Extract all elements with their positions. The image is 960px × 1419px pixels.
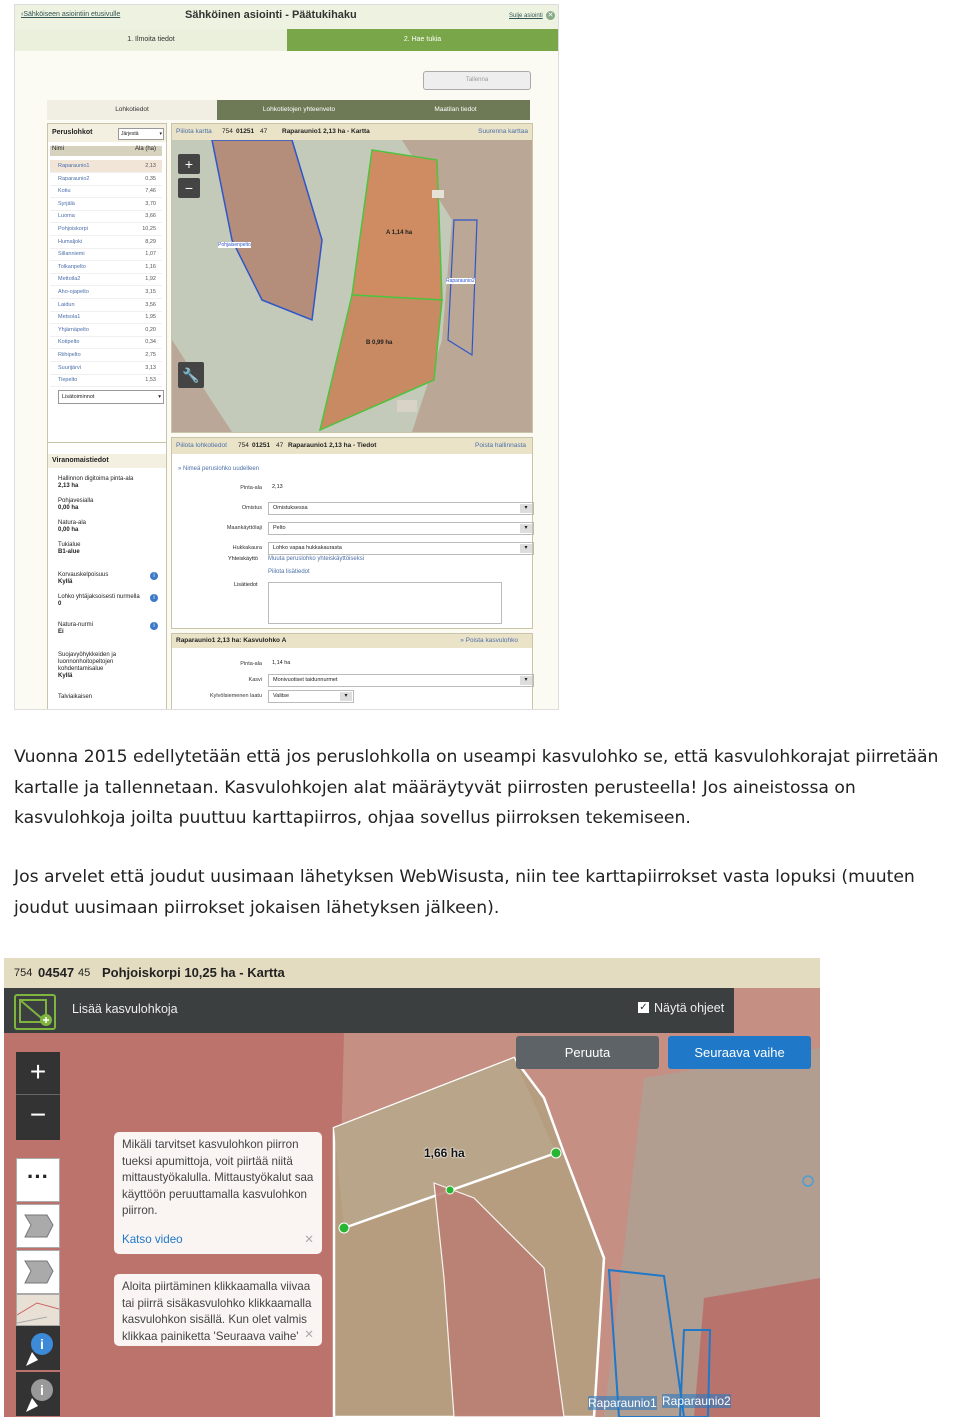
app-header: [15, 5, 558, 29]
parcel-code-suffix: 47: [276, 442, 284, 449]
kasvulohko-field: [172, 658, 532, 672]
step-2[interactable]: 2. Hae tukia: [287, 29, 558, 51]
field-value: [268, 658, 312, 669]
parcel-row[interactable]: [50, 349, 162, 362]
info-field: [172, 482, 532, 496]
help-tooltip-draw: [114, 1274, 322, 1346]
parcel-name: Luoma: [58, 213, 75, 220]
rename-link[interactable]: » Nimeä peruslohko uudelleen: [178, 466, 260, 472]
zoom-in-button[interactable]: +: [178, 154, 200, 174]
col-area: Ala (ha): [134, 146, 156, 152]
tooltip-text: Aloita piirtäminen klikkaamalla viivaa tai piirrä sisäkasvulohko klikkaamalla kasvulohkon sisällä. Kun olet valmis klikkaa painiketta 'Seuraava vaihe': [122, 1280, 312, 1343]
authority-label: Pohjavesialla: [58, 498, 94, 504]
chevron-down-icon: ▾: [158, 394, 161, 400]
tab-yhteenveto[interactable]: Lohkotietojen yhteenveto: [262, 106, 336, 113]
parcel-area: 0,20: [145, 326, 156, 333]
area-label-b: B 0,99 ha: [366, 340, 393, 346]
info-icon[interactable]: i: [150, 572, 158, 580]
parcel-row[interactable]: [50, 198, 162, 211]
hide-info-link[interactable]: Piilota lohkotiedot: [176, 442, 227, 449]
sort-select[interactable]: [118, 128, 164, 140]
vertex-handle[interactable]: [551, 1148, 561, 1158]
chevron-down-icon: ▾: [520, 524, 532, 533]
field-label: Kylvölsiemenen laatu: [210, 693, 262, 699]
parcel-area: 3,13: [145, 364, 156, 371]
close-icon[interactable]: ✕: [304, 1233, 314, 1246]
authority-label: Korvauskelpoisuus: [58, 572, 109, 578]
map-label: Raparaunio2: [446, 278, 475, 284]
parcel-row[interactable]: [50, 336, 162, 349]
parcel-code-main: 04547: [38, 965, 75, 980]
chevron-down-icon: ▾: [159, 131, 162, 137]
authority-value: Ei: [58, 629, 64, 635]
close-icon[interactable]: ✕: [547, 12, 554, 19]
field-value-text: 1,14 ha: [272, 660, 291, 666]
parcel-code-suffix: 47: [260, 128, 268, 135]
zoom-in-button[interactable]: +: [16, 1052, 60, 1095]
parcel-name: Pohjoiskorpi: [58, 226, 88, 232]
field-value[interactable]: [268, 542, 534, 555]
parcel-code-prefix: 754: [14, 967, 33, 979]
field-value-text: 2,13: [272, 484, 283, 490]
field-value-text: Monivuotiset taidunnurmet: [273, 677, 338, 683]
field-label: Pinta-ala: [240, 661, 262, 667]
field-label: Omistus: [241, 505, 262, 511]
parcel-label: Raparaunio1: [588, 1396, 657, 1410]
parcel-name: Tolkanpelto: [58, 263, 86, 270]
parcel-area: 10,25: [142, 226, 156, 232]
info-title: Raparaunio1 2,13 ha - Tiedot: [288, 442, 377, 449]
authority-value: Kyllä: [58, 673, 73, 679]
parcel-row[interactable]: [50, 236, 162, 249]
parcel-name: Suurijärvi: [58, 364, 81, 371]
paragraph-1: Vuonna 2015 edellytetään että jos peruslohkolla on useampi kasvulohko se, että kasvulohkorajat piirretään kartalle ja tallennetaan. Kasvulohkojen alat määräytyvät piirrosten perusteella! Jos aineistossa on kasvulohkoja joilta puuttuu karttapiirros, ohjaa sovellus piirroksen tekemiseen.: [14, 747, 939, 828]
map-label: Pohjaisenpelto: [218, 242, 251, 248]
add-kasvulohko-icon[interactable]: [14, 994, 56, 1030]
field-label: Kasvi: [248, 677, 262, 683]
field-value: [268, 482, 312, 493]
authority-item: [58, 694, 150, 701]
parcel-name: Kotiu: [58, 188, 71, 195]
info-icon[interactable]: i: [150, 594, 158, 602]
authority-item: [58, 498, 150, 512]
watch-video-link[interactable]: Katso video: [122, 1233, 183, 1246]
authority-label: Natura-ala: [58, 520, 87, 526]
close-icon[interactable]: ✕: [304, 1328, 314, 1341]
field-value-text: Pelto: [273, 525, 286, 531]
show-help-label[interactable]: Näytä ohjeet: [654, 1001, 725, 1015]
area-label-a: A 1,14 ha: [386, 230, 413, 236]
authority-value: B1-alue: [58, 549, 80, 555]
field-value-text: Valitse: [273, 693, 290, 699]
info-icon[interactable]: i: [150, 622, 158, 630]
tab-lohkotiedot[interactable]: Lohkotiedot: [47, 100, 217, 120]
chevron-down-icon: ▾: [520, 504, 532, 513]
parcel-area: 3,56: [145, 301, 156, 308]
info-header: [172, 438, 532, 454]
authority-value: 0: [58, 601, 62, 607]
authority-value: 2,13 ha: [58, 483, 79, 489]
authority-item: [58, 542, 150, 556]
area-label: 1,66 ha: [424, 1146, 465, 1160]
wizard-steps: [15, 29, 558, 51]
info-field: [172, 522, 532, 536]
parcel-area: 7,46: [145, 188, 156, 195]
info-tool-icon[interactable]: [16, 1372, 60, 1416]
parcel-row[interactable]: [50, 248, 162, 261]
tab-bar: [47, 100, 530, 120]
show-help-checkbox[interactable]: ✓: [639, 1002, 648, 1013]
authority-item: [58, 652, 150, 680]
parcel-info-panel: [171, 437, 533, 629]
kasvulohko-panel: [171, 633, 533, 710]
parcel-code-suffix: 45: [78, 967, 91, 979]
screenshot-draw-kasvulohko: [4, 958, 820, 1417]
field-value[interactable]: [268, 690, 354, 703]
parcel-area: 3,15: [145, 289, 156, 295]
parcel-code-prefix: 754: [222, 128, 233, 135]
parcel-row[interactable]: [50, 286, 162, 299]
parcel-area: 3,70: [145, 200, 156, 207]
basemap-thumbnail[interactable]: [16, 1294, 60, 1326]
parcel-name: Mettoila2: [58, 276, 81, 283]
kasvulohko-field: [172, 674, 532, 688]
parcel-row[interactable]: [50, 160, 162, 173]
draw-toolbar: [4, 988, 734, 1033]
field-value[interactable]: [268, 522, 534, 535]
logout-link[interactable]: Sulje asiointi: [509, 13, 543, 19]
map-canvas[interactable]: [172, 140, 532, 432]
authority-item: [58, 476, 150, 490]
vertex-handle[interactable]: [446, 1186, 454, 1194]
info-field: [172, 502, 532, 516]
parcel-area: 2,13: [145, 163, 156, 169]
kasvulohko-field: [172, 690, 532, 704]
authority-item: [58, 594, 150, 608]
chevron-down-icon: ▾: [340, 692, 352, 701]
authority-value: 0,00 ha: [58, 527, 79, 533]
parcel-list-panel: [47, 123, 167, 710]
svg-text:i: i: [40, 1382, 44, 1398]
more-tools-button[interactable]: ···: [16, 1158, 60, 1202]
parcel-label: Raparaunio2: [662, 1394, 731, 1408]
parcel-row[interactable]: [50, 273, 162, 286]
svg-text:i: i: [40, 1336, 44, 1352]
map-header: [4, 958, 820, 988]
tab-maatilan-tiedot[interactable]: Maatilan tiedot: [434, 106, 477, 113]
chevron-down-icon: ▾: [520, 544, 532, 553]
parcel-area: 0,35: [145, 175, 156, 182]
parcel-area: 1,07: [145, 251, 156, 258]
field-label: Maankäyttölaji: [226, 525, 262, 531]
toolbar-label: Lisää kasvulohkoja: [72, 1002, 178, 1016]
parcel-row[interactable]: [50, 311, 162, 324]
field-value[interactable]: [268, 502, 534, 515]
parcel-name: Raparaunio2: [58, 175, 90, 182]
step-1[interactable]: 1. Ilmoita tiedot: [15, 29, 287, 51]
draw-area-icon[interactable]: [16, 1204, 60, 1248]
app-title: Sähköinen asiointi - Päätukihaku: [185, 9, 357, 21]
chevron-down-icon: ▾: [520, 676, 532, 685]
parcel-name: Yhjärnäpelto: [58, 326, 89, 333]
kasvulohko-header: [172, 634, 532, 648]
panel-title: Peruslohkot: [52, 129, 93, 136]
authority-item: [58, 572, 150, 586]
parcel-code-prefix: 754: [238, 442, 249, 449]
actions-select[interactable]: [58, 390, 164, 404]
parcel-name: Laidun: [58, 301, 75, 308]
shared-link[interactable]: Muuta peruslohko yhteiskäyttöiseksi: [268, 556, 365, 562]
field-value[interactable]: [268, 674, 534, 687]
parcel-row[interactable]: [50, 299, 162, 312]
remove-kasvulohko-link[interactable]: » Poista kasvulohko: [460, 637, 518, 644]
parcel-row[interactable]: [50, 173, 162, 186]
parcel-area: 1,53: [145, 377, 156, 384]
screenshot-farm-application: [14, 4, 559, 710]
parcel-area: 0,34: [145, 339, 156, 346]
authority-label: Suojavyöhykkeiden ja luonnonhoitopeltojen kohdentamisalue: [58, 652, 117, 672]
save-button[interactable]: Tallenna: [423, 71, 531, 90]
map-header: [172, 124, 532, 140]
parcel-row[interactable]: [50, 210, 162, 223]
authority-title: [48, 454, 166, 468]
remove-link[interactable]: Poista hallinnasta: [475, 442, 526, 449]
parcel-map[interactable]: [171, 123, 533, 433]
field-label: Pinta-ala: [240, 485, 262, 491]
authority-label: Tukialue: [58, 542, 81, 548]
authority-value: Kyllä: [58, 579, 73, 585]
parcel-name: Humaljoki: [58, 238, 83, 245]
parcel-row[interactable]: [50, 374, 162, 387]
hide-extra-link[interactable]: Piilota lisätiedot: [268, 569, 310, 575]
list-header: [50, 146, 162, 156]
parcel-row[interactable]: [50, 223, 162, 236]
field-value-text: Lohko vapaa hukkakaurasta: [273, 545, 342, 551]
parcel-area: 1,16: [145, 263, 156, 270]
extra-textarea[interactable]: [268, 582, 502, 624]
parcel-name: Kotipelto: [58, 339, 80, 346]
map-title: Pohjoiskorpi 10,25 ha - Kartta: [102, 965, 285, 980]
authority-label: Lohko yhtäjaksoisesti nurmella: [58, 594, 140, 600]
zoom-out-button[interactable]: −: [178, 178, 200, 198]
wrench-icon[interactable]: 🔧: [178, 362, 204, 388]
parcel-row[interactable]: [50, 362, 162, 375]
zoom-out-button[interactable]: −: [29, 1099, 47, 1130]
sort-label: Järjestä: [121, 131, 139, 137]
draw-inner-area-icon[interactable]: [16, 1250, 60, 1294]
parcel-name: Aho-ojapelto: [58, 289, 89, 295]
parcel-code-main: 01251: [252, 442, 271, 449]
parcel-name: Sillanniemi: [58, 251, 85, 258]
info-field: [172, 542, 532, 556]
parcel-area: 1,92: [145, 276, 156, 283]
parcel-name: Riihipelto: [58, 352, 81, 358]
hide-map-link[interactable]: Piilota kartta: [176, 128, 212, 135]
parcel-area: 3,66: [145, 213, 156, 220]
help-tooltip-measure: [114, 1132, 322, 1254]
col-name: Nimi: [52, 146, 64, 152]
authority-label: Natura-nurmi: [58, 622, 94, 628]
parcel-name: Metsola1: [58, 314, 81, 321]
home-link[interactable]: ‹Sähköiseen asiointiin etusivulle: [21, 11, 121, 18]
vertex-handle[interactable]: [339, 1223, 349, 1233]
next-step-button[interactable]: Seuraava vaihe: [668, 1036, 811, 1069]
parcel-name: Raparaunio1: [58, 163, 90, 169]
parcel-row[interactable]: [50, 185, 162, 198]
info-tool-icon[interactable]: [16, 1326, 60, 1370]
authority-label: Hallinnon digitoima pinta-ala: [58, 476, 134, 482]
map-title: Raparaunio1 2,13 ha - Kartta: [282, 128, 370, 135]
field-value-text: Omistuksessa: [273, 505, 308, 511]
shared-label: Yhteiskäyttö: [228, 556, 258, 562]
paragraph-2: Jos arvelet että joudut uusimaan lähetyksen WebWisusta, niin tee karttapiirrokset vasta lopuksi (muuten joudut uusimaan piirrokset jokaisen lähetyksen jälkeen).: [14, 867, 915, 918]
parcel-row[interactable]: [50, 324, 162, 337]
authority-title-text: Viranomaistiedot: [52, 457, 109, 464]
parcel-area: 2,75: [145, 352, 156, 358]
zoom-controls: [16, 1052, 60, 1140]
authority-value: 0,00 ha: [58, 505, 79, 511]
parcel-name: Tiepelto: [58, 377, 78, 384]
extra-label: Lisätiedot: [234, 582, 258, 588]
authority-label: Talviaikaisen: [58, 694, 93, 700]
actions-label: Lisätoiminnot: [62, 394, 95, 400]
authority-item: [58, 520, 150, 534]
parcel-name: Syrjälä: [58, 200, 75, 207]
enlarge-map-link[interactable]: Suurenna karttaa: [478, 128, 528, 135]
kasvulohko-title: Raparaunio1 2,13 ha: Kasvulohko A: [176, 637, 287, 644]
field-label: Hukkakaura: [232, 545, 262, 551]
authority-item: [58, 622, 150, 636]
parcel-area: 8,29: [145, 238, 156, 245]
cancel-button[interactable]: Peruuta: [516, 1036, 659, 1069]
parcel-code-main: 01251: [236, 128, 255, 135]
parcel-area: 1,95: [145, 314, 156, 321]
divider: [48, 442, 166, 443]
tooltip-text: Mikäli tarvitset kasvulohkon piirron tueksi apumittoja, voit piirtää niitä mittaustyökalulla. Mittaustyökalut saa käyttöön peruuttamalla kasvulohkon piirron.: [122, 1138, 314, 1217]
parcel-row[interactable]: [50, 261, 162, 274]
